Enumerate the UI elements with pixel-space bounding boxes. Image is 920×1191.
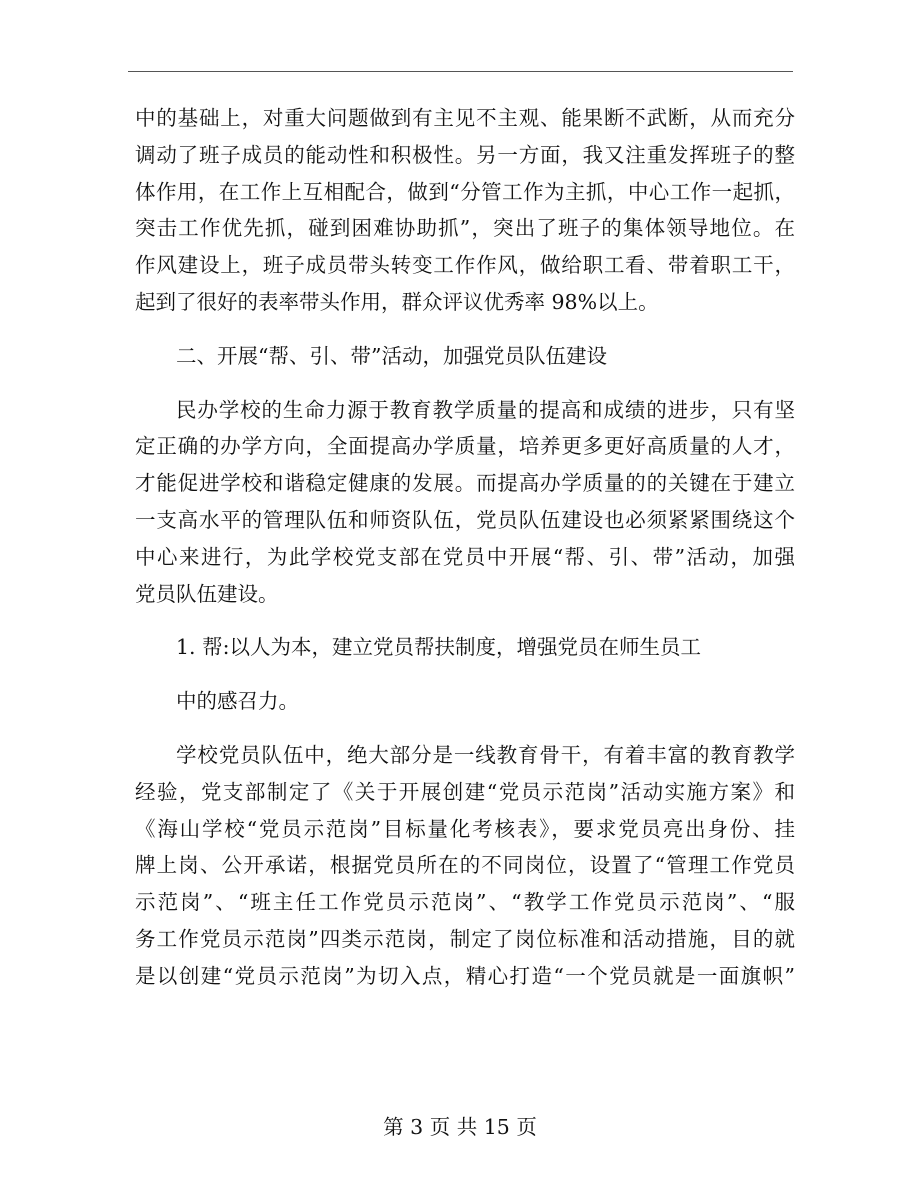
paragraph-2 <box>135 392 795 613</box>
paragraph-line: 党员队伍建设。 <box>135 581 279 606</box>
paragraph-line: 牌上岗、公开承诺，根据党员所在的不同岗位，设置了“管理工作党员 <box>135 853 795 878</box>
paragraph-line: 务工作党员示范岗”四类示范岗，制定了岗位标准和活动措施，目的就 <box>135 926 795 951</box>
subheading-line: 1. 帮:以人为本，建立党员帮扶制度，增强党员在师生员工 <box>176 635 701 660</box>
paragraph-line: 是以创建“党员示范岗”为切入点，精心打造“一个党员就是一面旗帜” <box>135 963 795 988</box>
paragraph-3 <box>135 737 795 995</box>
document-body <box>135 100 795 995</box>
paragraph-line: 体作用，在工作上互相配合，做到“分管工作为主抓，中心工作一起抓， <box>135 179 795 204</box>
paragraph-line: 民办学校的生命力源于教育教学质量的提高和成绩的进步，只有坚 <box>176 397 795 422</box>
paragraph-line: 经验，党支部制定了《关于开展创建“党员示范岗”活动实施方案》和 <box>135 779 795 804</box>
paragraph-line: 突击工作优先抓，碰到困难协助抓”，突出了班子的集体领导地位。在 <box>135 216 795 241</box>
paragraph-line: 《海山学校“党员示范岗”目标量化考核表》，要求党员亮出身份、挂 <box>135 816 795 841</box>
subheading-line: 中的感召力。 <box>176 689 299 714</box>
page-number: 第 3 页 共 15 页 <box>383 1115 537 1139</box>
paragraph-1 <box>135 100 795 321</box>
paragraph-line: 一支高水平的管理队伍和师资队伍，党员队伍建设也必须紧紧围绕这个 <box>135 507 795 532</box>
paragraph-line: 示范岗”、“班主任工作党员示范岗”、“教学工作党员示范岗”、“服 <box>135 890 795 915</box>
paragraph-line: 调动了班子成员的能动性和积极性。另一方面，我又注重发挥班子的整 <box>135 142 795 167</box>
section-heading: 二、开展“帮、引、带”活动，加强党员队伍建设 <box>176 343 607 368</box>
paragraph-line: 定正确的办学方向，全面提高办学质量，培养更多更好高质量的人才， <box>135 434 795 459</box>
paragraph-line: 作风建设上，班子成员带头转变工作作风，做给职工看、带着职工干， <box>135 253 795 278</box>
header-rule <box>128 71 793 72</box>
paragraph-line: 起到了很好的表率带头作用，群众评议优秀率 98%以上。 <box>135 289 659 314</box>
paragraph-line: 中心来进行，为此学校党支部在党员中开展“帮、引、带”活动，加强 <box>135 544 795 569</box>
paragraph-line: 中的基础上，对重大问题做到有主见不主观、能果断不武断，从而充分 <box>135 106 795 130</box>
paragraph-line: 才能促进学校和谐稳定健康的发展。而提高办学质量的的关键在于建立 <box>135 471 795 496</box>
paragraph-line: 学校党员队伍中，绝大部分是一线教育骨干，有着丰富的教育教学 <box>176 742 795 767</box>
